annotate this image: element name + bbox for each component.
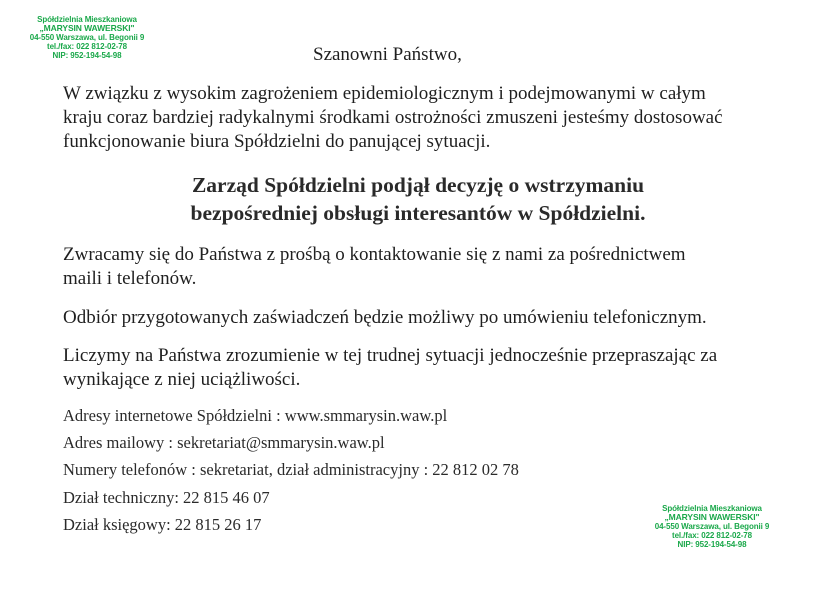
stamp-line-phone: tel./fax: 022 812-02-78 bbox=[47, 42, 127, 51]
request-paragraph bbox=[63, 243, 686, 291]
intro-paragraph bbox=[63, 82, 723, 154]
contact-accounting: Dział księgowy: 22 815 26 17 bbox=[63, 515, 262, 534]
apology-paragraph bbox=[63, 344, 717, 392]
stamp-line-name: Spółdzielnia Mieszkaniowa bbox=[37, 15, 137, 24]
decision-headline bbox=[63, 171, 773, 227]
request-line: Zwracamy się do Państwa z prośbą o kontaktowanie się z nami za pośrednictwem bbox=[63, 244, 686, 265]
headline-line: bezpośredniej obsługi interesantów w Spółdzielni. bbox=[190, 201, 646, 225]
stamp-line-marysin: „MARYSIN WAWERSKI" bbox=[39, 23, 135, 33]
request-line: maili i telefonów. bbox=[63, 268, 197, 289]
contact-phones: Numery telefonów : sekretariat, dział administracyjny : 22 812 02 78 bbox=[63, 460, 519, 479]
intro-line: funkcjonowanie biura Spółdzielni do panującej sytuacji. bbox=[63, 131, 491, 152]
contact-website: Adresy internetowe Spółdzielni : www.smmarysin.waw.pl bbox=[63, 406, 448, 425]
cooperative-stamp-top bbox=[22, 15, 152, 60]
intro-line: W związku z wysokim zagrożeniem epidemiologicznym i podejmowanymi w całym bbox=[63, 83, 706, 104]
apology-line: Liczymy na Państwa zrozumienie w tej trudnej sytuacji jednocześnie przepraszając za bbox=[63, 345, 718, 366]
stamp-line-phone: tel./fax: 022 812-02-78 bbox=[672, 531, 752, 540]
apology-line: wynikające z niej uciążliwości. bbox=[63, 369, 301, 390]
pickup-paragraph: Odbiór przygotowanych zaświadczeń będzie możliwy po umówieniu telefonicznym. bbox=[63, 307, 707, 328]
contact-email: Adres mailowy : sekretariat@smmarysin.waw.pl bbox=[63, 433, 385, 452]
stamp-line-nip: NIP: 952-194-54-98 bbox=[677, 540, 747, 549]
intro-line: kraju coraz bardziej radykalnymi środkami ostrożności zmuszeni jesteśmy dostosować bbox=[63, 107, 723, 128]
greeting: Szanowni Państwo, bbox=[313, 44, 462, 65]
headline-line: Zarząd Spółdzielni podjął decyzję o wstrzymaniu bbox=[191, 173, 645, 197]
stamp-line-address: 04-550 Warszawa, ul. Begonii 9 bbox=[29, 33, 145, 42]
cooperative-stamp-bottom bbox=[632, 504, 792, 549]
contact-technical: Dział techniczny: 22 815 46 07 bbox=[63, 488, 270, 507]
stamp-line-name: Spółdzielnia Mieszkaniowa bbox=[662, 504, 762, 513]
stamp-line-address: 04-550 Warszawa, ul. Begonii 9 bbox=[654, 522, 770, 531]
stamp-line-nip: NIP: 952-194-54-98 bbox=[52, 51, 122, 60]
stamp-line-marysin: „MARYSIN WAWERSKI" bbox=[664, 512, 760, 522]
